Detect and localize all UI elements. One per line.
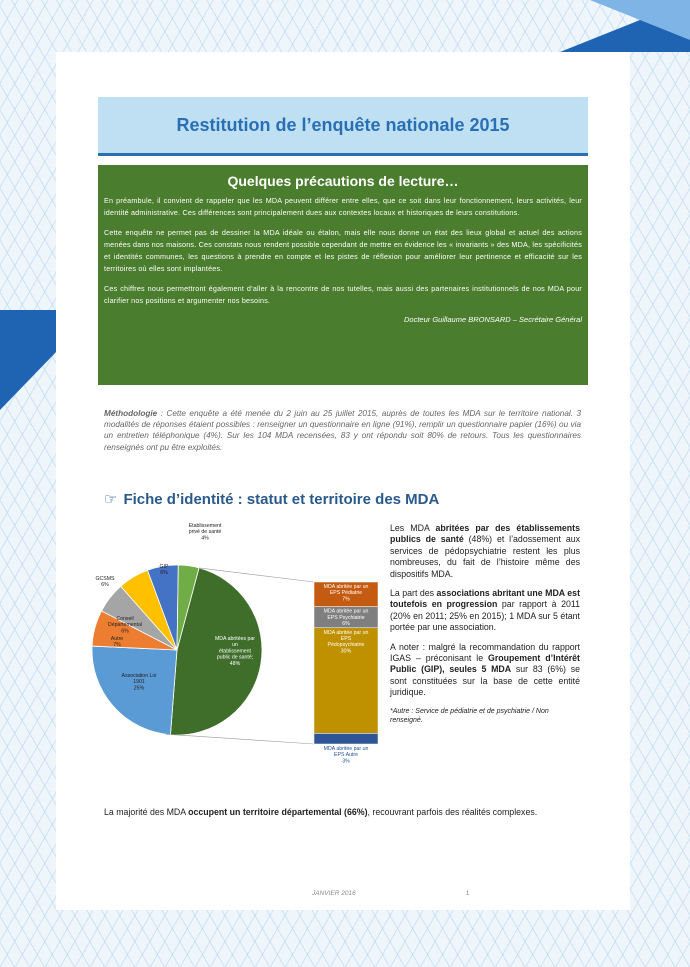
footnote: *Autre : Service de pédiatrie et de psychiatrie / Non renseigné. bbox=[390, 707, 549, 724]
text-run-bold: Groupement d’Intérêt Public (GIP), seules 5 MDA bbox=[390, 653, 580, 675]
pie-slice-label: Association Loi 1901 25% bbox=[121, 673, 157, 692]
title-band bbox=[98, 97, 588, 156]
methodology-label: Méthodologie bbox=[104, 409, 158, 418]
methodology-text bbox=[104, 408, 581, 453]
pie-slice-label: MDA abritées par un établissement public de santé; 48% bbox=[214, 636, 256, 667]
text-run: (48%) et l’adossement aux services de pédopsychiatrie restent les plus nombreuses, du fait de l’histoire même des dispositifs MDA. bbox=[390, 534, 581, 579]
pie-slice-label: Autre 7% bbox=[110, 636, 124, 649]
right-paragraph-2 bbox=[390, 588, 580, 634]
text-run: sur 83 (6%) se sont constituées sur la base de cette entité juridique. bbox=[390, 664, 580, 698]
right-column bbox=[390, 523, 580, 733]
connector-line bbox=[165, 734, 314, 744]
page-title: Restitution de l’enquête nationale 2015 bbox=[176, 114, 510, 135]
bar-segment bbox=[314, 733, 378, 744]
pie-slice-label: Etablissement privé de santé 4% bbox=[188, 523, 222, 542]
pie-chart bbox=[92, 522, 384, 765]
territory-paragraph bbox=[104, 806, 581, 818]
text-run: Les MDA bbox=[390, 523, 436, 533]
bar-segment-label: MDA abritée par un EPS Pédiatrie 7% bbox=[323, 584, 369, 603]
precautions-paragraph-2: Cette enquête ne permet pas de dessiner la MDA idéale ou étalon, mais elle nous donne un état des lieux global et actuel des actions menées dans nos maisons. Ces constats nous rendent possible cependant de mettre en évidence les « invariants » des MDA, les spécificités et identités communes, les questions à prendre en compte et les pistes de réflexion pour améliorer leur pertinence et efficacité sur les territoires où elles sont implantées. bbox=[104, 228, 582, 273]
text-run-bold: associations abritant une MDA est toutefois en progression bbox=[390, 588, 580, 610]
precautions-box bbox=[98, 165, 588, 385]
bar-segment-label: MDA abritée par un EPS Pédopsychiatrie 30% bbox=[323, 629, 369, 655]
pie-slice-label: Conseil Départemental 6% bbox=[107, 616, 143, 635]
precautions-heading: Quelques précautions de lecture… bbox=[227, 173, 459, 189]
text-run-bold: occupent un territoire départemental (66%) bbox=[188, 807, 368, 817]
precautions-paragraph-3: Ces chiffres nous permettront également d’aller à la rencontre de nos tutelles, mais aussi des partenaires institutionnels de nos MDA pour clarifier nos positions et argumenter nos besoins. bbox=[104, 284, 582, 305]
bar-segment-label: MDA abritée par un EPS Autre 3% bbox=[323, 746, 369, 765]
right-paragraph-1 bbox=[390, 523, 580, 580]
pointing-hand-icon: ☞ bbox=[104, 491, 118, 508]
text-run: , recouvrant parfois des réalités complexes. bbox=[367, 807, 538, 817]
pie-slice-label: GIP 6% bbox=[159, 564, 169, 577]
text-run-bold: abritées par des établissements publics de santé bbox=[390, 523, 580, 545]
corner-decoration-left bbox=[0, 310, 58, 410]
pie-slice-label: GCSMS 6% bbox=[95, 576, 115, 589]
page-footer bbox=[312, 890, 469, 897]
section-title bbox=[104, 490, 439, 508]
section-title-text: Fiche d’identité : statut et territoire des MDA bbox=[123, 491, 440, 508]
bar-segment-label: MDA abritée par un EPS Psychiatrie 6% bbox=[323, 608, 369, 628]
page-number: 1 bbox=[465, 890, 470, 897]
precautions-paragraph-1: En préambule, il convient de rappeler que les MDA peuvent différer entre elles, que ce soit dans leur fonctionnement, leurs activités, leur identité administrative. Ces différences sont principalement dues aux contextes locaux et historiques de leurs constitutions. bbox=[104, 196, 582, 217]
text-run: La majorité des MDA bbox=[104, 807, 189, 817]
right-paragraph-3 bbox=[390, 642, 580, 699]
signature: Docteur Guillaume BRONSARD – Secrétaire Général bbox=[404, 315, 582, 324]
text-run: A noter : malgré la recommandation du rapport IGAS – préconisant le bbox=[390, 641, 580, 664]
footer-date: JANVIER 2016 bbox=[312, 890, 356, 897]
methodology-body: : Cette enquête a été menée du 2 juin au 25 juillet 2015, auprès de toutes les MDA sur le territoire national. 3 modalités de réponses étaient possibles : renseigner un questionnaire en ligne (91%), remplir un questionnaire papier (16%) ou via un entretien téléphonique (4%). Sur les 104 MDA recensées, 83 y ont répondu soit 80% de retours. Tous les questionnaires renseignés ont pu être exploités. bbox=[104, 409, 581, 452]
text-run: par rapport à 2011 (20% en 2011; 25% en 2015); 1 MDA sur 5 étant portée par une association. bbox=[390, 599, 580, 633]
text-run: La part des bbox=[390, 588, 437, 599]
